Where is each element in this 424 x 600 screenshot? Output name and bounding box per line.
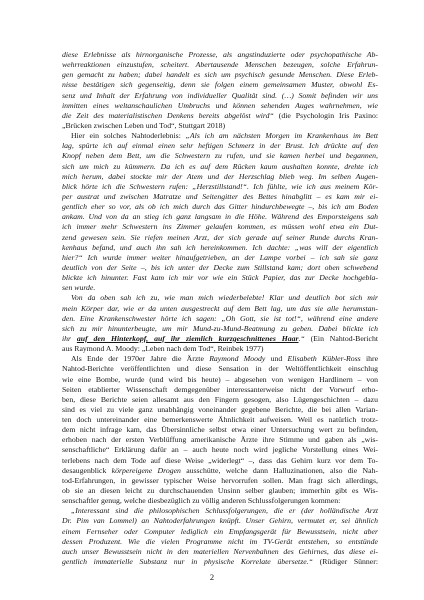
text-span: und bbox=[265, 354, 288, 364]
italic-text-span: „Interessant sind die philosophischen Schlussfolgerungen, die er (der holländische Arzt bbox=[71, 506, 378, 516]
italic-text-span: körpereigene Drogen bbox=[111, 465, 181, 475]
emphasized-underlined-span: auf den Hinterkopf, auf ihr ziemlich kurzgeschnittenes Haar bbox=[76, 333, 299, 343]
text-span: dem nicht infrage kam, das Übersinnliche selbst etwa einer Untersuchung wert zu befinden, bbox=[62, 425, 378, 435]
text-line bbox=[62, 192, 378, 202]
text-line bbox=[62, 354, 378, 364]
text-span: erhoben nach der ersten Verblüffung amerikanische Ärzte ihre Stimme und gaben als „wis- bbox=[62, 435, 378, 445]
text-line bbox=[62, 385, 378, 395]
text-line bbox=[62, 202, 378, 212]
italic-text-span: sich zu mir hinunterbeugte, um mir Mund-zu-Mund-Beatmung zu geben. Dabei blickte ich bbox=[62, 323, 378, 333]
italic-text-span: Raymond Moody bbox=[209, 354, 266, 364]
text-span: tod-Erfahrungen, in gewisser typischer Weise hervorrufen sollen. Man fragt sich allerdings, bbox=[62, 475, 378, 485]
text-line bbox=[62, 283, 378, 293]
italic-text-span: hier?“ Ich wurde immer weiter hinaufgetrieben, an der Lampe vorbei – ich sah sie ganz bbox=[62, 252, 378, 262]
italic-text-span: mich herum, dabei stockte mir der Atem und der Herzschlag blieb weg. Im selben Augen- bbox=[62, 171, 378, 181]
paragraph bbox=[62, 293, 378, 354]
text-line bbox=[62, 253, 378, 263]
text-line bbox=[62, 50, 378, 60]
text-line bbox=[62, 364, 378, 374]
text-span: ob sie an diesen leicht zu durchschauenden Unsinn selber glauben; immerhin gibt es Wis- bbox=[62, 486, 378, 496]
italic-text-span: Von da oben sah ich zu, wie man mich wiederbelebte! Klar und deutlich bot sich mir bbox=[71, 293, 378, 303]
text-line bbox=[62, 537, 378, 547]
text-span: ausschütte, welche dann Halluzinationen, also die Nah- bbox=[180, 465, 378, 475]
text-line bbox=[62, 435, 378, 445]
text-line bbox=[62, 527, 378, 537]
italic-text-span: „Als ich am nächsten Morgen im Krankenhaus im Bett bbox=[185, 131, 379, 141]
text-line bbox=[62, 182, 378, 192]
italic-text-span: Knopf neben dem Bett, um die Schwestern zu rufen, und sie kamen herbei und begannen, bbox=[62, 151, 378, 161]
text-line bbox=[62, 466, 378, 476]
italic-text-span: deutlich von der Seite –, bis ich unter der Decke zum Stillstand kam; dort oben schwebend bbox=[62, 262, 378, 272]
italic-text-span: ankam. Und von da an stieg ich ganz langsam in die Höhe. Während des Emporsteigens sah bbox=[62, 212, 378, 222]
italic-text-span: senz und Inhalt der Erfahrung von individueller Qualität sind. (…) Somit befinden wir uns bbox=[62, 90, 378, 100]
text-line bbox=[62, 263, 378, 273]
text-span: sind es viel zu viele ganz unabhängig voneinander gegebene Berichte, die bei allen Varian- bbox=[62, 404, 378, 414]
italic-text-span: sen wurde. bbox=[62, 283, 96, 293]
text-line bbox=[62, 162, 378, 172]
italic-text-span: gentlich immaterielle Substanz nur in physische Korrelate übersetze.“ bbox=[62, 557, 313, 567]
text-span: (Rüdiger Sünner: bbox=[312, 557, 378, 567]
text-span: Als Ende der 1970er Jahre die Ärzte bbox=[71, 354, 210, 364]
text-line bbox=[62, 405, 378, 415]
text-span: Hier ein solches Nahtoderlebnis: bbox=[71, 131, 186, 141]
text-line bbox=[62, 60, 378, 70]
text-line bbox=[62, 496, 378, 506]
text-line bbox=[62, 131, 378, 141]
italic-text-span: gentlich eher so vor, als ob ich mich durch das Gitter hindurchbewegte –, bis ich am Boden bbox=[62, 202, 378, 212]
text-line bbox=[62, 395, 378, 405]
text-line bbox=[62, 212, 378, 222]
page-number: 2 bbox=[209, 572, 215, 582]
paragraph bbox=[62, 131, 378, 293]
italic-text-span: .“ bbox=[298, 333, 305, 343]
italic-text-span: ich immer mehr Schwestern ins Zimmer gelaufen kommen, es müssen wohl etwa ein Dut- bbox=[62, 222, 378, 232]
text-span: „Brücken zwischen Leben und Tod“, Stuttgart 2018) bbox=[62, 120, 226, 130]
text-line bbox=[62, 314, 378, 324]
text-span: senschaftliche“ Erklärung dafür an – auch heute noch wird jegliche Vorstellung eines Wei- bbox=[62, 445, 378, 455]
paragraph bbox=[62, 354, 378, 506]
text-line bbox=[62, 70, 378, 80]
text-span: (die Psychologin Iris Paxino: bbox=[273, 110, 378, 120]
text-line bbox=[62, 91, 378, 101]
text-line bbox=[62, 375, 378, 385]
text-span: ben, diese Berichte seien allesamt aus den Fingern gesogen, also Lügengeschichten – dazu bbox=[62, 394, 378, 404]
italic-text-span: diese Erlebnisse als hirnorganische Prozesse, als angstinduzierte oder psychopathische Ab- bbox=[62, 50, 378, 59]
italic-text-span: Elisabeth Kübler-Ross bbox=[287, 354, 361, 364]
text-line bbox=[62, 456, 378, 466]
text-line bbox=[62, 486, 378, 496]
text-span: Nahtod-Berichte veröffentlichten und diese Sensation in der Weltöffentlichkeit einschlug bbox=[62, 364, 378, 374]
italic-text-span: dessen Produzent. Wie die vielen Programme nicht im TV-Gerät entstehen, so entstünde bbox=[62, 536, 378, 546]
text-line bbox=[62, 121, 378, 131]
text-span: aus Raymond A. Moody: „Leben nach dem Tod“, Reinbek 1977) bbox=[62, 344, 264, 354]
text-line bbox=[62, 101, 378, 111]
text-line bbox=[62, 243, 378, 253]
text-line bbox=[62, 415, 378, 425]
text-line bbox=[62, 445, 378, 455]
text-line bbox=[62, 506, 378, 516]
text-span: terlebens nach dem Tode auf diese Weise „widerlegt“ –, dass das Gehirn kurz vor dem To- bbox=[62, 455, 378, 465]
text-line bbox=[62, 141, 378, 151]
text-line bbox=[62, 293, 378, 303]
paragraph bbox=[62, 506, 378, 567]
italic-text-span: per austrat und zwischen Matratze und Seitengitter des Bettes hinabglitt – es kam mir ei- bbox=[62, 191, 378, 201]
text-span: (Ein Nahtod-Bericht bbox=[304, 333, 378, 343]
text-span: Seiten etablierter Wissenschaft demgegenüber interessanterweise nicht der Vorwurf erho- bbox=[62, 384, 378, 394]
italic-text-span: lag, spürte ich auf einmal einen sehr heftigen Schmerz in der Brust. Ich drückte auf den bbox=[62, 141, 378, 151]
italic-text-span: gen gemacht zu haben; dabei handelt es sich um psychisch gesunde Menschen. Diese Erleb- bbox=[62, 70, 378, 80]
text-line bbox=[62, 273, 378, 283]
text-line bbox=[62, 344, 378, 354]
text-line bbox=[62, 425, 378, 435]
italic-text-span: blickte ich hinunter. Fast kam ich mir vor wie ein Stück Papier, das zur Decke hochgebla- bbox=[62, 273, 378, 283]
italic-text-span: kenhaus befand, und auch ihn sah ich hereinkommen. Ich dachte: „was will der eigentlich bbox=[62, 242, 378, 252]
text-line bbox=[62, 547, 378, 557]
text-span: desaugenblick bbox=[62, 465, 112, 475]
text-line bbox=[62, 334, 378, 344]
italic-text-span: blick hörte ich die Schwestern rufen: „Herzstillstand!“. Ich fühlte, wie ich aus meinem Kör- bbox=[62, 181, 378, 191]
text-span: ihre bbox=[360, 354, 379, 364]
italic-text-span: zend gewesen sein. Sie riefen meinen Arzt, der sich gerade auf seiner Runde durchs Kran- bbox=[62, 232, 378, 242]
italic-text-span: Dr. Pim van Lommel) an Nahtoderfahrungen knüpft. Unser Gehirn, vermutet er, sei ähnlich bbox=[62, 516, 378, 526]
italic-text-span: auch unser Bewusstsein nicht in den materiellen Nervenbahnen des Gehirnes, das diese ei- bbox=[62, 546, 378, 556]
text-line bbox=[62, 80, 378, 90]
text-line bbox=[62, 557, 378, 567]
italic-text-span: sich um mich zu kümmern. Da ich es auf dem Rücken kaum aushalten konnte, drehte ich bbox=[62, 161, 378, 171]
text-line bbox=[62, 111, 378, 121]
paragraph bbox=[62, 50, 378, 131]
text-line bbox=[62, 222, 378, 232]
text-line bbox=[62, 324, 378, 334]
text-span: ten doch untereinander eine bemerkenswerte Ähnlichkeit aufweisen. Weil es natürlich trotz- bbox=[62, 415, 378, 425]
italic-text-span: nisse bestätigen sich gegenseitig, denn sie folgen einem gemeinsamen Muster, obwohl Es- bbox=[62, 80, 378, 90]
text-line bbox=[62, 151, 378, 161]
body-text bbox=[62, 50, 378, 567]
text-line bbox=[62, 233, 378, 243]
text-line bbox=[62, 172, 378, 182]
italic-text-span: ihr bbox=[62, 333, 77, 343]
text-span: wie eine Bombe, wurde (und wird bis heute) – abgesehen von wenigen Hardlinern – von bbox=[62, 374, 378, 384]
text-line bbox=[62, 304, 378, 314]
text-line bbox=[62, 516, 378, 526]
italic-text-span: inmitten eines weltanschaulichen Umbruchs und können sehenden Auges wahrnehmen, wie bbox=[62, 100, 378, 110]
italic-text-span: einem Fernseher oder Computer lediglich ein Empfangsgerät für Bewusstsein, nicht aber bbox=[62, 526, 378, 536]
italic-text-span: die Zeit des materialistischen Denkens bereits abgelöst wird“ bbox=[62, 110, 274, 120]
italic-text-span: wehrreaktionen einzustufen, scheitert. Abertausende Menschen bezeugen, solche Erfahrun- bbox=[62, 60, 378, 70]
text-span: senschaftler genug, welche diesbezüglich zu völlig anderen Schlussfolgerungen kommen: bbox=[62, 496, 341, 506]
text-line bbox=[62, 476, 378, 486]
italic-text-span: den. Eine Krankenschwester hörte ich sagen: „Oh Gott, sie ist tot!“, während eine andere bbox=[62, 313, 378, 323]
italic-text-span: mein Körper dar, wie er da unten ausgestreckt auf dem Bett lag, um das sie alle herumstan- bbox=[62, 303, 378, 313]
